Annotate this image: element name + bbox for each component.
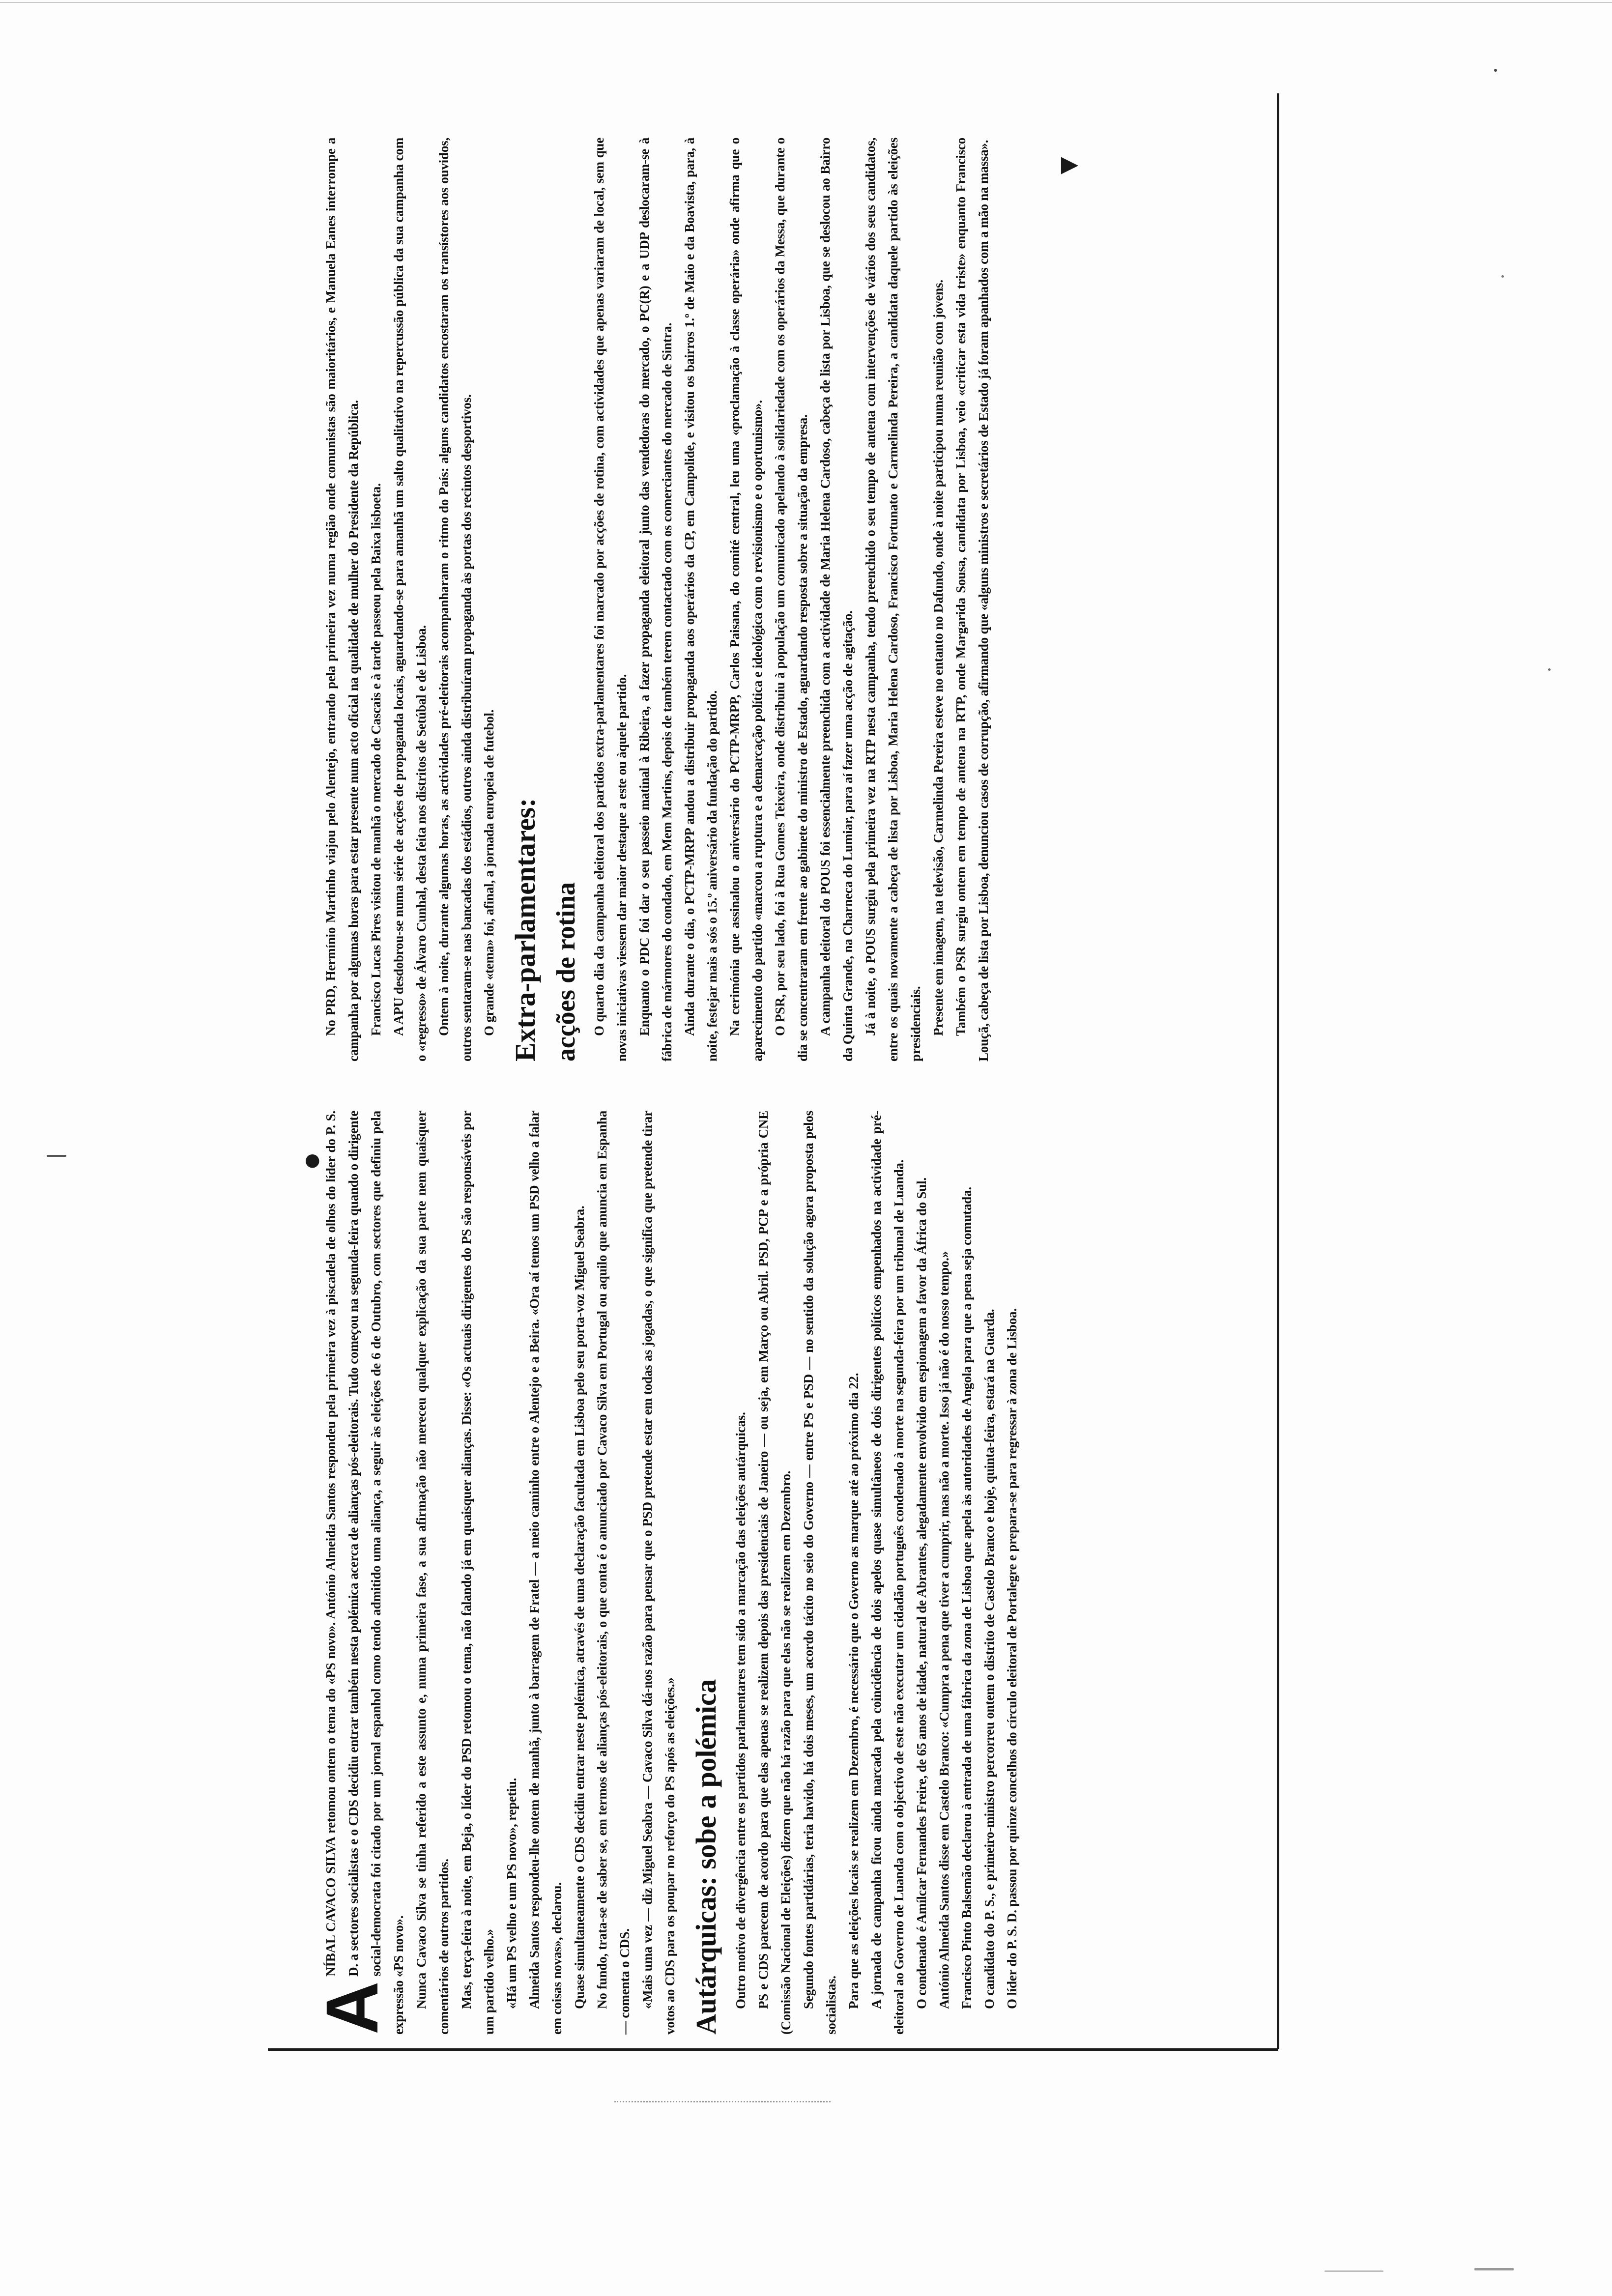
paragraph: Na cerimónia que assinalou o aniversário do PCTP-MRPP, Carlos Paisana, do comité central, leu uma «proclamação à classe operária» onde afirma que o aparecimento do partido «marcou a ruptura e a demarcação política e ideológica com o revisionismo e o oportunismo».	[727, 138, 765, 1062]
scan-speck	[1474, 2268, 1514, 2270]
paragraph: Ainda durante o dia, o PCTP-MRPP andou a distribuir propaganda aos operários da CP, em Campolide, e visitou os bairros 1.º de Maio e da Boavista, para, à noite, festejar mais a sós o 15.º aniversário da fundação do partido.	[682, 138, 720, 1062]
paragraph: Outro motivo de divergência entre os partidos parlamentares tem sido a marcação das eleições autárquicas.	[733, 1412, 748, 2009]
paragraph: O líder do P. S. D. passou por quinze concelhos do círculo eleitoral de Portalegre e prepara-se para regressar à zona de Lisboa.	[1005, 1308, 1019, 2009]
scan-speck	[1494, 69, 1497, 72]
scan-speck	[1324, 2270, 1383, 2272]
section-heading: Extra-parlamentares:	[509, 798, 541, 1062]
column-rule-horizontal	[268, 2048, 1278, 2051]
paragraph: Almeida Santos respondeu-lhe ontem de manhã, junto à barragem de Fratel — a meio caminho entre o Alentejo e a Beira. «Ora aí temos um PSD velho a falar em coisas novas», declarou.	[527, 1111, 564, 2035]
ink-blot-mark: ●	[305, 1150, 320, 1170]
paragraph: Quase simultaneamente o CDS decidiu entrar neste polémica, através de uma declaração facultada em Lisboa pelo seu porta-voz Miguel Seabra.	[572, 1205, 587, 2009]
paragraph: Segundo fontes partidárias, teria havido, há dois meses, um acordo tácito no seio do Governo — entre PS e PSD — no sentido da solução agora proposta pelos socialistas.	[801, 1111, 838, 2035]
paragraph: Já à noite, o POUS surgiu pela primeira vez na RTP nesta campanha, tendo preenchido o seu tempo de antena com intervenções de vários dos seus candidatos, entre os quais novamente a cabeça de lista por Lisboa, Maria Helena Cardoso, Francisco Fortunato e Carmelinda Pereira, a candidata daquele partido às eleições presidenciais.	[863, 138, 923, 1062]
article-column-left	[311, 1111, 1273, 2035]
paragraph: Francisco Pinto Balsemão declarou à entrada de uma fábrica da zona de Lisboa que apela às autoridades de Angola para que a pena seja comutada.	[959, 1187, 974, 2009]
paragraph: O grande «tema» foi, afinal, a jornada europeia de futebol.	[482, 709, 496, 1036]
paragraph: A campanha eleitoral do POUS foi essencialmente preenchida com a actividade de Maria Helena Cardoso, cabeça de lista por Lisboa, que se deslocou ao Bairro da Quinta Grande, na Charneca do Lumiar, para aí fazer uma acção de agitação.	[818, 138, 855, 1062]
paragraph: O PSR, por seu lado, foi à Rua Gomes Teixeira, onde distribuiu à população um comunicado apelando à solidariedade com os operários da Messa, que durante o dia se concentraram em frente ao gabinete do ministro de Estado, aguardando resposta sobre a situação da empresa.	[773, 138, 810, 1062]
paragraph: «Há um PS velho e um PS novo», repetiu.	[504, 1778, 519, 2009]
paragraph: Para que as eleições locais se realizem em Dezembro, é necessário que o Governo as marque até ao próximo dia 22.	[846, 1373, 861, 2009]
paragraph: No fundo, trata-se de saber se, em termos de alianças pós-eleitorais, o que conta é o anunciado por Cavaco Silva em Portugal ou aquilo que anuncia em Espanha — comenta o CDS.	[595, 1111, 632, 2035]
paragraph: O condenado é Amílcar Fernandes Freire, de 65 anos de idade, natural de Abrantes, alegadamente envolvido em espionagem a favor da África do Sul.	[914, 1177, 929, 2009]
paragraph: Mas, terça-feira à noite, em Beja, o líder do PSD retomou o tema, não falando já em quaisquer alianças. Disse: «Os actuais dirigentes do PS são responsáveis por um partido velho.»	[459, 1111, 496, 2035]
lead-text: NÍBAL CAVACO SILVA retomou ontem o tema do «PS novo». António Almeida Santos respondeu pela primeira vez à piscadela de olhos do líder do P. S. D. a sectores socialistas e o CDS decidiu entrar também nesta polémica acerca de alianças pós-eleitorais. Tudo começou na segunda-feira quando o dirigente social-democrata foi citado por um jornal espanhol como tendo admitido uma aliança, a seguir às eleições de 6 de Outubro, com sectores que definiu pela expressão «PS novo».	[323, 1111, 406, 2035]
paragraph: Francisco Lucas Pires visitou de manhã o mercado de Cascais e à tarde passeou pela Baixa lisboeta.	[369, 483, 383, 1036]
paragraph: António Almeida Santos disse em Castelo Branco: «Cumpra a pena que tiver a cumprir, mas não a morte. Isso já não é do nosso tempo.»	[937, 1251, 951, 2009]
lead-paragraph	[311, 1111, 410, 2035]
section-subheading: acções de rotina	[551, 882, 580, 1062]
paragraph: No PRD, Hermínio Martinho viajou pelo Alentejo, entrando pela primeira vez numa região onde comunistas são maioritários, e Manuela Eanes interrompe a campanha por algumas horas para estar presente num acto oficial na qualidade de mulher do Presidente da República.	[323, 138, 361, 1062]
scan-speck	[47, 1155, 66, 1157]
scan-speck	[1548, 668, 1551, 671]
paragraph: A APU desdobrou-se numa série de acções de propaganda locais, aguardando-se para amanhã um salto qualitativo na repercussão pública da sua campanha com o «regresso» de Álvaro Cunhal, desta feita nos distritos de Setúbal e de Lisboa.	[391, 138, 429, 1062]
paragraph: PS e CDS parecem de acordo para que elas apenas se realizem depois das presidenciais de Janeiro — ou seja, em Março ou Abril. PSD, PCP e a própria CNE (Comissão Nacional de Eleições) dizem que não há razão para que elas não se realizem em Dezembro.	[756, 1111, 793, 2035]
scan-edge-line	[0, 2, 1612, 3]
article-column-right	[319, 138, 1273, 1062]
paragraph: A jornada de campanha ficou ainda marcada pela coincidência de dois apelos quase simultâneos de dois dirigentes políticos empenhados na actividade pré-eleitoral ao Governo de Luanda com o objectivo de este não executar um cidadão português condenado à morte na segunda-feira por um tribunal de Luanda.	[869, 1111, 906, 2035]
rotated-article	[311, 128, 1278, 2044]
paragraph: Também o PSR surgiu ontem em tempo de antena na RTP, onde Margarida Sousa, candidata por Lisboa, veio «criticar esta vida triste» enquanto Francisco Louçã, cabeça de lista por Lisboa, denunciou casos de corrupção, afirmando que «alguns ministros e secretários de Estado já foram apanhados com a mão na massa».	[953, 138, 991, 1062]
section-heading: Autárquicas: sobe a polémica	[690, 1679, 722, 2035]
paragraph: Ontem à noite, durante algumas horas, as actividades pré-eleitorais acompanharam o ritmo do País: alguns candidatos encostaram os transístores aos ouvidos, outros sentaram-se nas bancadas dos estádios, outros ainda distribuíram propaganda às portas dos recintos desportivos.	[436, 138, 474, 1062]
paragraph: «Mais uma vez — diz Miguel Seabra — Cavaco Silva dá-nos razão para pensar que o PSD pretende estar em todas as jogadas, o que significa que pretende tirar votos ao CDS para os poupar no reforço do PS após as eleições.»	[640, 1111, 677, 2035]
scan-speck	[1501, 275, 1504, 278]
paragraph: O candidato do P. S., e primeiro-ministro percorreu ontem o distrito de Castelo Branco e hoje, quinta-feira, estará na Guarda.	[982, 1309, 997, 2009]
paragraph: Nunca Cavaco Silva se tinha referido a este assunto e, numa primeira fase, a sua afirmação não mereceu qualquer explicação da sua parte nem quaisquer comentários de outros partidos.	[414, 1111, 451, 2035]
paragraph: O quarto dia da campanha eleitoral dos partidos extra-parlamentares foi marcado por acções de rotina, com actividades que apenas variaram de local, sem que novas iniciativas viessem dar maior destaque a este ou àquele partido.	[592, 138, 629, 1062]
paragraph: Enquanto o PDC foi dar o seu passeio matinal à Ribeira, a fazer propaganda eleitoral junto das vendedoras do mercado, o PC(R) e a UDP deslocaram-se à fábrica de mármores do condado, em Mem Martins, depois de também terem contactado com os comerciantes do mercado de Sintra.	[637, 138, 674, 1062]
drop-cap: A	[311, 1981, 393, 2035]
paragraph: Presente em imagem, na televisão, Carmelinda Pereira esteve no entanto no Dafundo, onde à noite participou numa reunião com jovens.	[931, 280, 946, 1036]
scan-dotted-line	[614, 2101, 831, 2102]
ink-blot-mark: ▼	[1054, 157, 1081, 174]
